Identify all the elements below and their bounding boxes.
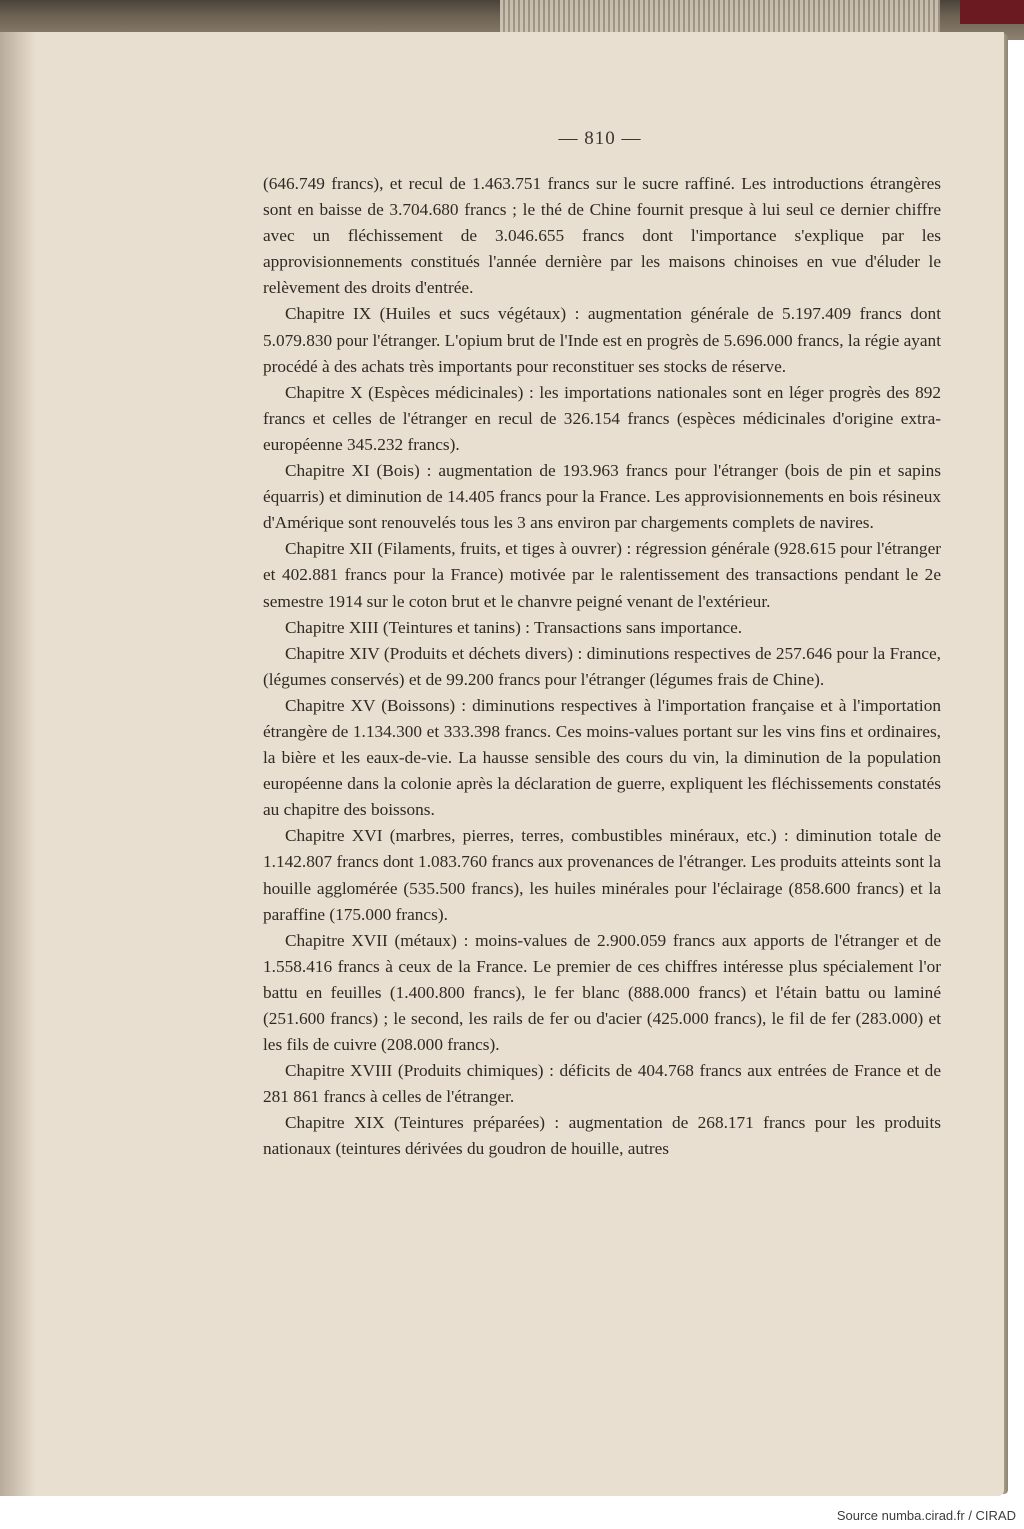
paragraph-chapitre-xiii: Chapitre XIII (Teintures et tanins) : Transactions sans importance. <box>285 617 743 637</box>
paragraph-chapitre-xvi: Chapitre XVI (marbres, pierres, terres, combustibles minéraux, etc.) : diminution totale de 1.142.807 francs dont 1.083.760 francs aux provenances de l'étranger. Les produits atteints sont la houille agglomérée (535.500 francs), les huiles minérales pour l'éclairage (858.600 francs) et la paraffine (175.000 francs). <box>263 826 941 924</box>
book-ribbon <box>960 0 1024 24</box>
paragraph-continuation: (646.749 francs), et recul de 1.463.751 francs sur le sucre raffiné. Les introductions étrangères sont en baisse de 3.704.680 francs ; le thé de Chine fournit presque à lui seul ce dernier chiffre avec un fléchissement de 3.046.655 francs dont l'importance s'explique par les approvisionnements constitués l'année dernière par les maisons chinoises en vue d'éluder le relèvement des droits d'entrée. <box>263 174 941 298</box>
paragraph-chapitre-xii: Chapitre XII (Filaments, fruits, et tiges à ouvrer) : régression générale (928.615 pour l'étranger et 402.881 francs pour la France) motivée par le ralentissement des transactions pendant le 2e semestre 1914 sur le coton brut et le chanvre peigné venant de l'extérieur. <box>263 539 941 611</box>
page-number: — 810 — <box>558 128 642 149</box>
body-text <box>263 171 941 1163</box>
paragraph-chapitre-xi: Chapitre XI (Bois) : augmentation de 193.963 francs pour l'étranger (bois de pin et sapins équarris) et diminution de 14.405 francs pour la France. Les approvisionnements en bois résineux d'Amérique sont renouvelés tous les 3 ans environ par chargements complets de navires. <box>263 461 941 533</box>
paragraph-chapitre-ix: Chapitre IX (Huiles et sucs végétaux) : augmentation générale de 5.197.409 francs dont 5.079.830 pour l'étranger. L'opium brut de l'Inde est en progrès de 5.696.000 francs, la régie ayant procédé à des achats très importants pour reconstituer ses stocks de réserve. <box>263 304 941 376</box>
paragraph-chapitre-xv: Chapitre XV (Boissons) : diminutions respectives à l'importation française et à l'importation étrangère de 1.134.300 et 333.398 francs. Ces moins-values portant sur les vins fins et ordinaires, la bière et les eaux-de-vie. La hausse sensible des cours du vin, la diminution de la population européenne dans la colonie après la déclaration de guerre, expliquent les fléchissements constatés au chapitre des boissons. <box>263 695 941 820</box>
paragraph-chapitre-xvii: Chapitre XVII (métaux) : moins-values de 2.900.059 francs aux apports de l'étranger et de 1.558.416 francs à ceux de la France. Le premier de ces chiffres intéresse plus spécialement l'or battu en feuilles (1.400.800 francs), le fer blanc (888.000 francs) et l'étain battu ou laminé (251.600 francs) ; le second, les rails de fer ou d'acier (425.000 francs), le fil de fer (283.000) et les fils de cuivre (208.000 francs). <box>263 930 941 1055</box>
gutter-shadow <box>0 32 36 1496</box>
source-credit: Source numba.cirad.fr / CIRAD <box>836 1508 1016 1523</box>
paragraph-chapitre-x: Chapitre X (Espèces médicinales) : les importations nationales sont en léger progrès des 892 francs et celles de l'étranger en recul de 326.154 francs (espèces médicinales d'origine extra-européenne 345.232 francs). <box>263 382 941 454</box>
paragraph-chapitre-xix: Chapitre XIX (Teintures préparées) : augmentation de 268.171 francs pour les produits nationaux (teintures dérivées du goudron de houille, autres <box>263 1113 941 1159</box>
paragraph-chapitre-xiv: Chapitre XIV (Produits et déchets divers) : diminutions respectives de 257.646 pour la France, (légumes conservés) et de 99.200 francs pour l'étranger (légumes frais de Chine). <box>263 643 941 689</box>
book-page-edges <box>500 0 940 36</box>
paragraph-chapitre-xviii: Chapitre XVIII (Produits chimiques) : déficits de 404.768 francs aux entrées de France et de 281 861 francs à celles de l'étranger. <box>263 1061 941 1107</box>
